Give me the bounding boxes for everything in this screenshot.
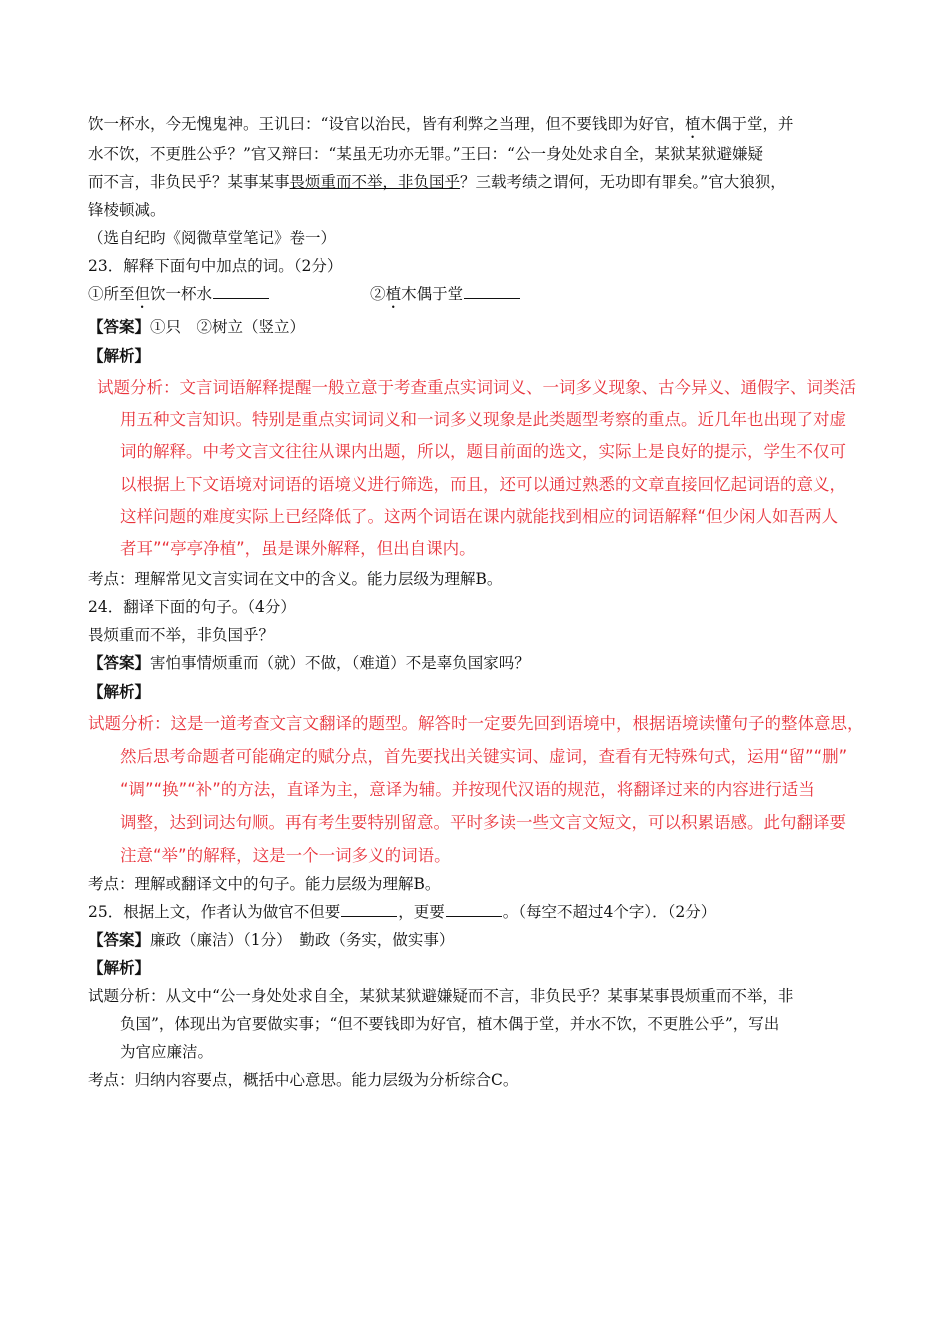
q25-title	[88, 901, 716, 923]
q24-title: 24．翻译下面的句子。（4分）	[88, 598, 296, 616]
passage-text: 木偶于堂，并	[700, 115, 794, 133]
q25-analysis-line: 试题分析：从文中“公一身处处求自全，某狱某狱避嫌疑而不言，非负民乎？某事某事畏烦重而不举，非	[88, 987, 794, 1005]
q23-point: 考点：理解常见文言实词在文中的含义。能力层级为理解B。	[88, 570, 503, 588]
q25-point: 考点：归纳内容要点，概括中心意思。能力层级为分析综合C。	[88, 1071, 519, 1089]
q23-analysis-line: 者耳”“亭亭净植”，虽是课外解释，但出自课内。	[120, 539, 476, 558]
answer-text: ①只 ②树立（竖立）	[150, 318, 306, 336]
passage-line-1	[88, 113, 793, 142]
q24-analysis-label: 【解析】	[88, 682, 151, 701]
q25-title-text: 。（每空不超过4个字）．（2分）	[502, 903, 717, 921]
q24-sentence: 畏烦重而不举，非负国乎？	[88, 626, 275, 644]
q23-analysis-label: 【解析】	[88, 346, 151, 365]
q23-items	[88, 283, 521, 312]
q24-analysis-line: 然后思考命题者可能确定的赋分点，首先要找出关键实词、虚词，查看有无特殊句式，运用“留”“删”	[120, 747, 848, 766]
passage-text: 而不言，非负民乎？某事某事	[88, 173, 290, 191]
q25-analysis-line: 为官应廉洁。	[120, 1043, 214, 1061]
q23-analysis-line: 这样问题的难度实际上已经降低了。这两个词语在课内就能找到相应的词语解释“但少闲人如吾两人	[120, 507, 839, 526]
answer-text: 廉政（廉洁）（1分） 勤政（务实，做实事）	[150, 931, 455, 949]
q23-answer	[88, 316, 305, 338]
q23-item-text: ①所至	[88, 285, 135, 303]
q25-title-text: ，更要	[398, 903, 445, 921]
q24-analysis-line: 注意“举”的解释，这是一个一词多义的词语。	[120, 846, 451, 865]
answer-blank	[213, 284, 269, 299]
q23-analysis-line: 词的解释。中考文言文往往从课内出题，所以，题目前面的选文，实际上是良好的提示，学生不仅可	[120, 442, 846, 461]
q24-analysis-line: 调整，达到词达句顺。再有考生要特别留意。平时多读一些文言文短文，可以积累语感。此句翻译要	[120, 813, 846, 832]
q25-analysis-label: 【解析】	[88, 958, 151, 977]
passage-text: ？三载考绩之谓何，无功即有罪矣。”官大狼狈，	[460, 173, 786, 191]
q23-analysis-line: 用五种文言知识。特别是重点实词词义和一词多义现象是此类题型考察的重点。近几年也出现了对虚	[120, 410, 846, 429]
q24-analysis-line: “调”“换”“补”的方法，直译为主，意译为辅。并按现代汉语的规范，将翻译过来的内容进行适当	[120, 780, 815, 799]
passage-line-2: 水不饮，不更胜公乎？”官又辩曰：“某虽无功亦无罪。”王曰：“公一身处处求自全，某狱某狱避嫌疑	[88, 145, 763, 163]
dotted-word: 植	[385, 285, 402, 303]
passage-source: （选自纪昀《阅微草堂笔记》卷一）	[88, 229, 337, 247]
q23-item-text: 饮一杯水	[150, 285, 213, 303]
q23-title: 23．解释下面句中加点的词。（2分）	[88, 257, 343, 275]
dotted-word: 但	[134, 285, 151, 303]
answer-label: 【答案】	[88, 930, 151, 949]
q24-answer	[88, 652, 530, 674]
q24-analysis-line: 试题分析：这是一道考查文言文翻译的题型。解答时一定要先回到语境中，根据语境读懂句子的整体意思，	[88, 714, 864, 733]
q25-title-text: 25．根据上文，作者认为做官不但要	[88, 903, 341, 921]
q25-analysis-line: 负国”，体现出为官要做实事；“但不要钱即为好官，植木偶于堂，并水不饮，不更胜公乎”，写出	[120, 1015, 780, 1033]
answer-blank	[464, 284, 520, 299]
answer-label: 【答案】	[88, 317, 151, 336]
answer-label: 【答案】	[88, 653, 151, 672]
answer-blank	[446, 902, 502, 917]
q23-analysis-line: 试题分析：文言词语解释提醒一般立意于考查重点实词词义、一词多义现象、古今异义、通假字、词类活	[97, 378, 856, 397]
q24-point: 考点：理解或翻译文中的句子。能力层级为理解B。	[88, 875, 441, 893]
answer-text: 害怕事情烦重而（就）不做，（难道）不是辜负国家吗？	[150, 654, 530, 672]
q23-analysis-line: 以根据上下文语境对词语的语境义进行筛选，而且，还可以通过熟悉的文章直接回忆起词语的意义，	[120, 475, 846, 494]
q23-item-text: ②	[370, 285, 386, 303]
q23-item-text: 木偶于堂	[401, 285, 464, 303]
q25-answer	[88, 929, 454, 951]
underlined-sentence: 畏烦重而不举，非负国乎	[289, 173, 461, 191]
passage-line-4: 锋棱顿减。	[88, 201, 166, 219]
passage-text: 饮一杯水，今无愧鬼神。王讥曰：“设官以治民，皆有利弊之当理，但不要钱即为好官，	[88, 115, 685, 133]
passage-line-3	[88, 171, 786, 193]
dotted-word: 植	[684, 115, 701, 133]
answer-blank	[341, 902, 397, 917]
